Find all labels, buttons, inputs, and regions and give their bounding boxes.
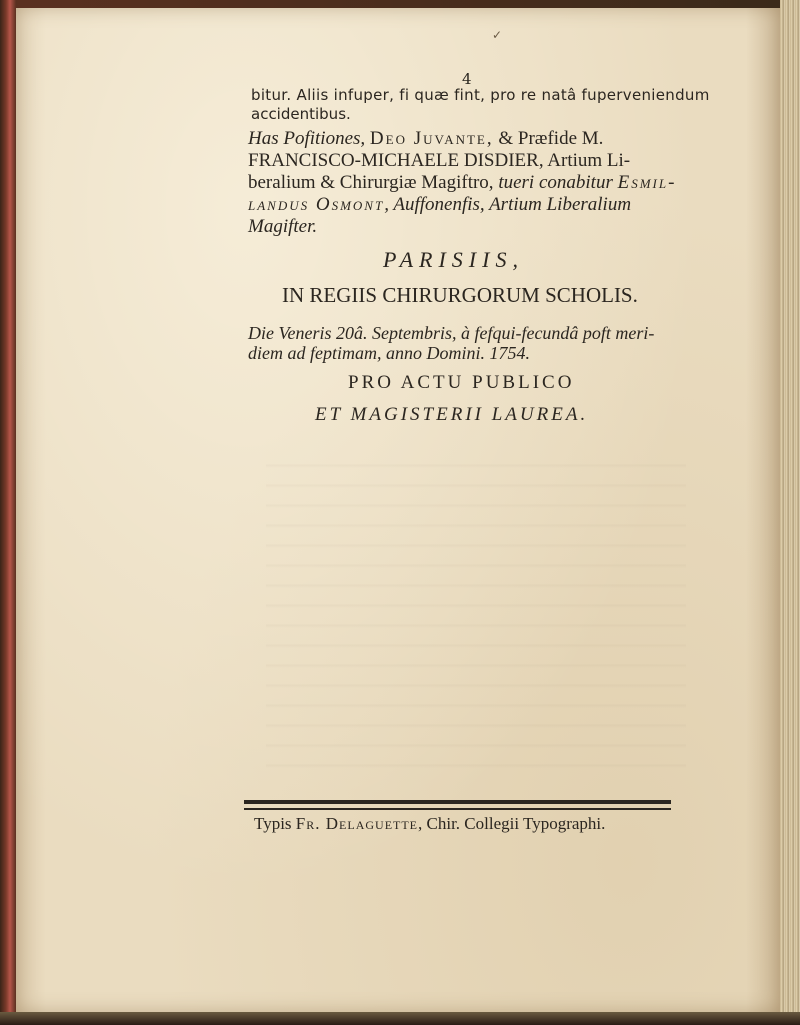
show-through-text bbox=[266, 448, 686, 768]
praeside: & Præfide M. bbox=[498, 128, 604, 149]
place-heading: PARISIIS, bbox=[383, 247, 524, 272]
deo-juvante: Deo Juvante, bbox=[369, 128, 494, 149]
book-bottom-edge bbox=[0, 1012, 800, 1025]
thesis-line-2: FRANCISCO-MICHAELE DISDIER, Artium Li- bbox=[248, 150, 631, 171]
laurea-heading: ET MAGISTERII LAUREA. bbox=[315, 404, 589, 425]
printer-imprint bbox=[254, 814, 605, 834]
date-line-1: Die Veneris 20â. Septembris, à fefqui-fecundâ poft meri- bbox=[248, 323, 655, 343]
printer-name: Fr. Delaguette bbox=[295, 814, 419, 833]
thesis-line-4 bbox=[248, 194, 708, 216]
venue-heading: IN REGIIS CHIRURGORUM SCHOLIS. bbox=[282, 283, 638, 307]
thesis-intro: Has Pofitiones, bbox=[248, 128, 366, 149]
imprint-rule-thick bbox=[244, 800, 671, 804]
candidate-name: landus Osmont bbox=[248, 194, 385, 215]
imprint-rule-thin bbox=[244, 808, 671, 810]
thesis-line-3 bbox=[248, 172, 708, 194]
opening-line-1: bitur. Aliis infuper, fi quæ fint, pro re natâ fuperveniendum bbox=[251, 86, 710, 104]
thesis-line-3-b: tueri conabitur bbox=[498, 172, 613, 193]
imprint-suffix: , Chir. Collegii Typographi. bbox=[418, 814, 606, 833]
thesis-line-1 bbox=[248, 128, 708, 150]
page-stack-edge bbox=[780, 0, 800, 1025]
opening-line-2: accidentibus. bbox=[251, 105, 351, 123]
candidate-name-part: Esmil- bbox=[617, 172, 677, 193]
date-line-2: diem ad feptimam, anno Domini. 1754. bbox=[248, 343, 530, 363]
imprint-prefix: Typis bbox=[254, 814, 292, 833]
page-number: 4 bbox=[462, 70, 472, 88]
pro-actu-heading: PRO ACTU PUBLICO bbox=[348, 372, 575, 393]
thesis-line-5: Magifter. bbox=[248, 216, 318, 237]
candidate-origin: , Auffonenfis, Artium Liberalium bbox=[384, 194, 632, 215]
ink-mark: ✓ bbox=[492, 28, 503, 42]
thesis-line-3-a: beralium & Chirurgiæ Magiftro, bbox=[248, 172, 494, 193]
